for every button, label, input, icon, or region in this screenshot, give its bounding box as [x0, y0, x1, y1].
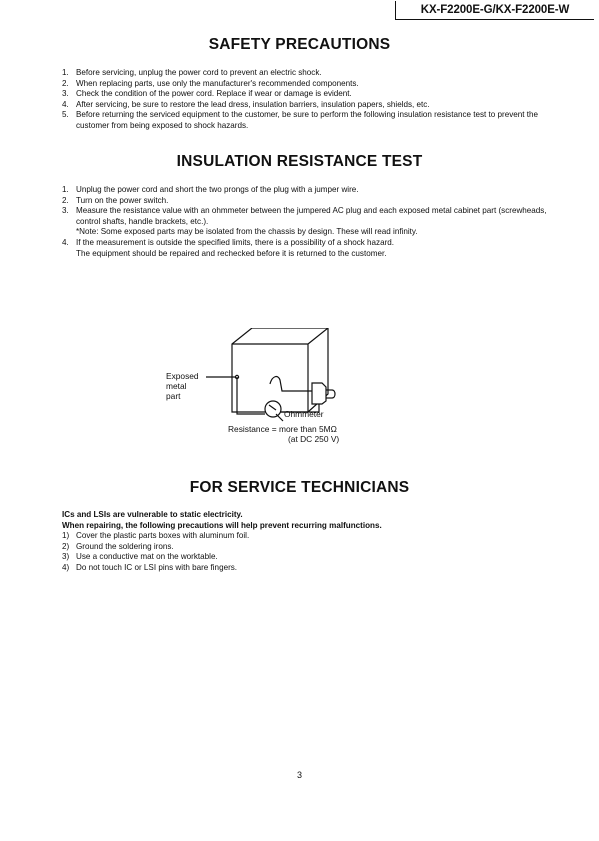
insulation-test-title: INSULATION RESISTANCE TEST	[176, 153, 423, 170]
safety-precautions-title: SAFETY PRECAUTIONS	[208, 36, 391, 53]
item-text: After servicing, be sure to restore the lead dress, insulation barriers, insulation papers, shields, etc.	[76, 99, 430, 109]
item-text: Do not touch IC or LSI pins with bare fingers.	[76, 562, 238, 572]
item-note: The equipment should be repaired and rechecked before it is returned to the customer.	[76, 248, 387, 258]
list-item	[62, 196, 572, 207]
list-item	[62, 185, 572, 196]
precautions-intro: When repairing, the following precautions will help prevent recurring malfunctions.	[62, 520, 382, 530]
item-text: When replacing parts, use only the manufacturer's recommended components.	[76, 78, 359, 88]
item-text: If the measurement is outside the specified limits, there is a possibility of a shock hazard.	[76, 237, 395, 247]
item-text: Check the condition of the power cord. Replace if wear or damage is evident.	[76, 89, 352, 99]
service-technicians-title: FOR SERVICE TECHNICIANS	[189, 479, 410, 496]
item-note: *Note: Some exposed parts may be isolated from the chassis by design. These will read infinity.	[76, 227, 418, 237]
item-text: Cover the plastic parts boxes with aluminum foil.	[76, 531, 250, 541]
list-item	[62, 238, 572, 259]
item-text: Before servicing, unplug the power cord to prevent an electric shock.	[76, 68, 322, 77]
ac-plug	[312, 383, 326, 404]
list-item	[62, 206, 572, 238]
item-number: 4.	[62, 99, 69, 109]
dc-voltage-label: (at DC 250 V)	[288, 434, 340, 444]
service-precautions-list	[62, 531, 572, 573]
page-number: 3	[296, 770, 302, 780]
resistance-label: Resistance = more than 5MΩ	[228, 424, 337, 434]
item-number: 2.	[62, 195, 69, 205]
list-item	[62, 110, 572, 131]
probe-lead	[237, 377, 265, 414]
list-item	[62, 79, 572, 90]
item-number: 5.	[62, 110, 69, 120]
service-technicians-section	[62, 510, 572, 574]
jumper-wire	[332, 390, 335, 398]
item-text: Measure the resistance value with an ohmmeter between the jumpered AC plug and each exposed metal cabinet part (screwheads, control shafts, handle brackets, etc.).	[76, 206, 547, 226]
list-item	[62, 100, 572, 111]
item-text: Turn on the power switch.	[76, 195, 169, 205]
item-number: 1.	[62, 185, 69, 194]
ohmmeter-symbol	[265, 401, 281, 417]
safety-precautions-list	[62, 68, 572, 132]
model-number-header: KX-F2200E-G/KX-F2200E-W	[395, 1, 594, 20]
item-text: Use a conductive mat on the worktable.	[76, 552, 218, 562]
list-item	[62, 89, 572, 100]
item-number: 1.	[62, 68, 69, 77]
list-item	[62, 531, 572, 542]
item-number: 3.	[62, 206, 69, 216]
list-item	[62, 68, 572, 79]
item-number: 3.	[62, 89, 69, 99]
static-warning: ICs and LSIs are vulnerable to static electricity.	[62, 510, 243, 519]
item-number: 1)	[62, 531, 70, 541]
item-text: Ground the soldering irons.	[76, 541, 174, 551]
item-number: 4)	[62, 562, 70, 572]
list-item	[62, 563, 572, 574]
exposed-metal-label: Exposed metal part	[166, 371, 199, 401]
item-number: 2)	[62, 541, 70, 551]
item-number: 3)	[62, 552, 70, 562]
item-text: Before returning the serviced equipment to the customer, be sure to perform the following insulation resistance test to prevent the customer from being exposed to shock hazards.	[76, 110, 539, 130]
item-text: Unplug the power cord and short the two prongs of the plug with a jumper wire.	[76, 185, 359, 194]
list-item	[62, 542, 572, 553]
item-number: 4.	[62, 237, 69, 247]
ohmmeter-label: Ohmmeter	[284, 409, 324, 419]
list-item	[62, 552, 572, 563]
item-number: 2.	[62, 78, 69, 88]
power-cord	[270, 377, 312, 391]
insulation-test-diagram	[150, 328, 450, 453]
insulation-test-list	[62, 185, 572, 259]
